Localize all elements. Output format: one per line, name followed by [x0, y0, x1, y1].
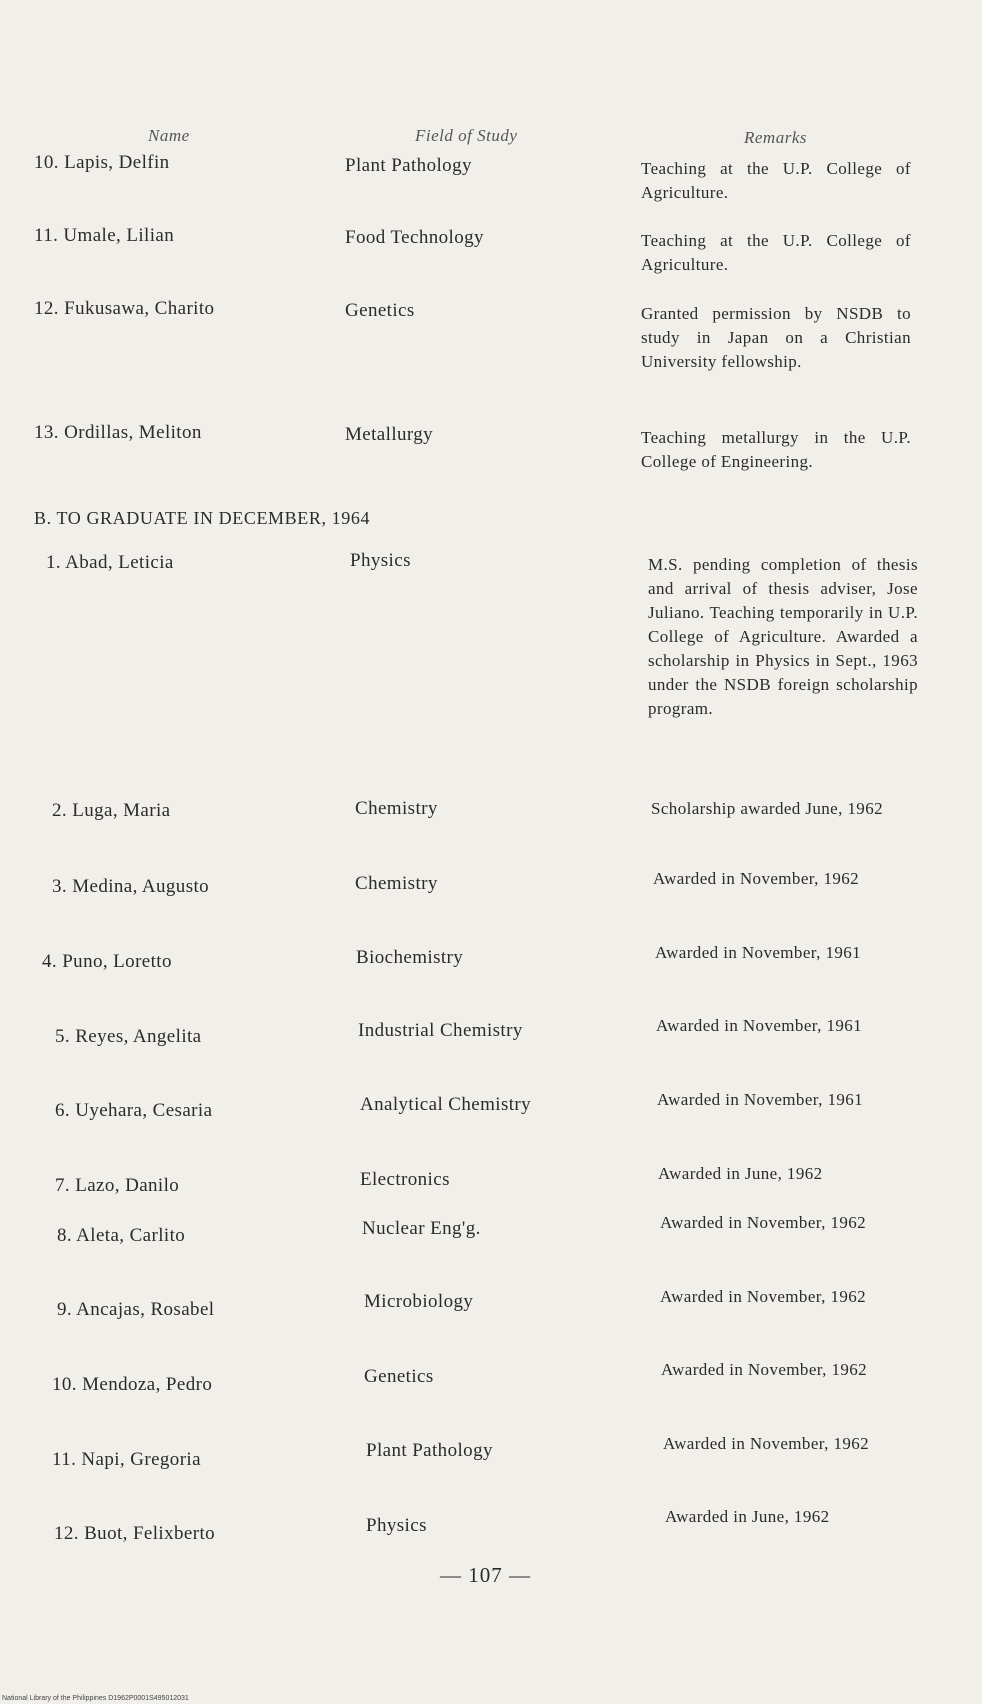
- row-b-name: 3. Medina, Augusto: [52, 876, 210, 897]
- row-b-name: 9. Ancajas, Rosabel: [57, 1299, 215, 1320]
- row-b-name: 11. Napi, Gregoria: [52, 1449, 201, 1470]
- section-title: B. TO GRADUATE IN DECEMBER, 1964: [34, 508, 371, 528]
- row-a-remarks: Teaching metallurgy in the U.P. College of Engineering.: [641, 428, 911, 471]
- row-b-name: 2. Luga, Maria: [52, 800, 171, 821]
- row-a-field: Genetics: [345, 300, 415, 321]
- row-a-name: 12. Fukusawa, Charito: [34, 298, 215, 319]
- row-a-remarks: Teaching at the U.P. College of Agriculture.: [641, 159, 911, 202]
- page-number: — 107 —: [440, 1563, 531, 1587]
- row-b-field: Electronics: [360, 1169, 450, 1190]
- row-b-remarks: M.S. pending completion of thesis and arrival of thesis adviser, Jose Juliano. Teaching temporarily in U.P. College of Agriculture. Awarded a scholarship in Physics in Sept., 1963 under the NSDB foreign scholarship program.: [648, 555, 918, 718]
- row-b-field: Microbiology: [364, 1291, 474, 1312]
- row-b-field: Analytical Chemistry: [360, 1094, 532, 1115]
- row-b-remarks: Awarded in November, 1961: [656, 1016, 863, 1035]
- row-a-name: 11. Umale, Lilian: [34, 225, 175, 246]
- row-a-remarks: Teaching at the U.P. College of Agriculture.: [641, 231, 911, 274]
- row-b-name: 1. Abad, Leticia: [46, 552, 174, 573]
- row-b-name: 10. Mendoza, Pedro: [52, 1374, 213, 1395]
- row-b-remarks: Scholarship awarded June, 1962: [651, 799, 884, 818]
- row-b-remarks: Awarded in November, 1962: [663, 1434, 870, 1453]
- row-b-field: Nuclear Eng'g.: [362, 1218, 481, 1239]
- row-b-remarks: Awarded in November, 1962: [660, 1213, 867, 1232]
- column-header-name: Name: [148, 126, 190, 145]
- row-b-field: Chemistry: [355, 798, 438, 819]
- row-a-remarks: Granted permission by NSDB to study in Japan on a Christian University fellowship.: [641, 304, 911, 371]
- row-b-field: Genetics: [364, 1366, 434, 1387]
- row-a-field: Metallurgy: [345, 424, 434, 445]
- row-b-field: Chemistry: [355, 873, 438, 894]
- row-a-name: 10. Lapis, Delfin: [34, 152, 170, 173]
- row-b-remarks: Awarded in November, 1962: [653, 869, 860, 888]
- row-b-field: Physics: [350, 550, 411, 571]
- row-b-name: 5. Reyes, Angelita: [55, 1026, 202, 1047]
- row-b-name: 4. Puno, Loretto: [42, 951, 172, 972]
- archive-footer: National Library of the Philippines D1962P0001S495012031: [2, 1695, 189, 1702]
- row-b-remarks: Awarded in June, 1962: [658, 1164, 823, 1183]
- row-a-field: Food Technology: [345, 227, 484, 248]
- row-b-remarks: Awarded in November, 1961: [655, 943, 862, 962]
- row-b-field: Industrial Chemistry: [358, 1020, 523, 1041]
- row-b-name: 6. Uyehara, Cesaria: [55, 1100, 213, 1121]
- row-a-field: Plant Pathology: [345, 155, 472, 176]
- row-b-remarks: Awarded in November, 1962: [660, 1287, 867, 1306]
- row-b-name: 12. Buot, Felixberto: [54, 1523, 216, 1544]
- row-a-name: 13. Ordillas, Meliton: [34, 422, 202, 443]
- row-b-remarks: Awarded in June, 1962: [665, 1507, 830, 1526]
- column-header-field: Field of Study: [415, 126, 518, 145]
- row-b-remarks: Awarded in November, 1962: [661, 1360, 868, 1379]
- row-b-field: Biochemistry: [356, 947, 464, 968]
- row-b-name: 7. Lazo, Danilo: [55, 1175, 180, 1196]
- row-b-field: Physics: [366, 1515, 427, 1536]
- row-b-field: Plant Pathology: [366, 1440, 493, 1461]
- column-header-remarks: Remarks: [744, 128, 807, 147]
- row-b-name: 8. Aleta, Carlito: [57, 1225, 186, 1246]
- row-b-remarks: Awarded in November, 1961: [657, 1090, 864, 1109]
